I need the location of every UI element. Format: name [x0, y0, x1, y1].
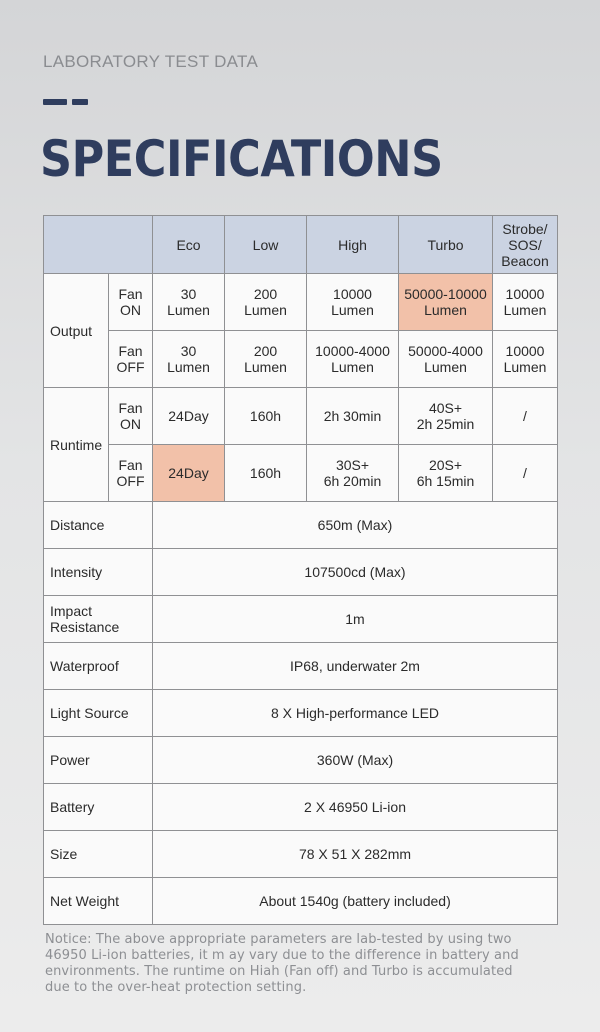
spec-value: 8 X High-performance LED — [153, 690, 558, 737]
subtitle: LABORATORY TEST DATA — [43, 52, 259, 71]
fan-label-text: Fan OFF — [116, 343, 145, 375]
spec-value: 78 X 51 X 282mm — [153, 831, 558, 878]
runtime-fan-on-row — [44, 388, 558, 445]
notice-text — [45, 932, 565, 996]
spec-row-power — [44, 737, 558, 784]
spec-row-net-weight — [44, 878, 558, 925]
spec-value: 650m (Max) — [153, 502, 558, 549]
value-cell — [225, 445, 307, 502]
value-text: / — [523, 465, 527, 481]
spec-label — [44, 596, 153, 643]
value-cell — [153, 331, 225, 388]
value-cell — [493, 388, 558, 445]
value-cell — [225, 331, 307, 388]
value-cell-highlighted — [399, 274, 493, 331]
value-cell — [399, 445, 493, 502]
column-header: High — [307, 216, 399, 274]
value-text: 10000 Lumen — [331, 286, 374, 318]
spec-row-battery — [44, 784, 558, 831]
value-text: 24Day — [168, 465, 209, 481]
header-row — [44, 216, 558, 274]
spec-label: Intensity — [44, 549, 153, 596]
spec-value: 107500cd (Max) — [153, 549, 558, 596]
value-text: 10000 Lumen — [503, 286, 547, 318]
fan-label — [109, 331, 153, 388]
spec-label: Net Weight — [44, 878, 153, 925]
value-text: 20S+ 6h 15min — [416, 457, 475, 489]
fan-label — [109, 445, 153, 502]
value-cell — [225, 274, 307, 331]
value-cell — [225, 388, 307, 445]
output-fan-on-row — [44, 274, 558, 331]
value-cell — [399, 388, 493, 445]
value-text: 160h — [249, 408, 282, 424]
spec-value: 2 X 46950 Li-ion — [153, 784, 558, 831]
value-text: 30 Lumen — [167, 286, 210, 318]
value-text: 50000-10000 Lumen — [404, 286, 487, 318]
notice-line: due to the over-heat protection setting. — [45, 980, 307, 995]
value-text: 30S+ 6h 20min — [323, 457, 382, 489]
value-text: 30 Lumen — [167, 343, 210, 375]
value-cell-highlighted — [153, 445, 225, 502]
spec-label: Power — [44, 737, 153, 784]
accent-dash-long — [43, 99, 67, 105]
spec-label: Size — [44, 831, 153, 878]
value-cell — [153, 388, 225, 445]
value-cell — [307, 445, 399, 502]
notice-line: 46950 Li-ion batteries, it m ay vary due to the difference in battery and — [45, 948, 519, 963]
spec-value: 1m — [153, 596, 558, 643]
spec-row-impact-resistance — [44, 596, 558, 643]
column-header-text: Strobe/ SOS/ Beacon — [501, 220, 549, 269]
accent-dash-short — [72, 99, 88, 105]
value-text: 10000 Lumen — [503, 343, 547, 375]
spec-row-light-source — [44, 690, 558, 737]
output-fan-off-row — [44, 331, 558, 388]
spec-value: 360W (Max) — [153, 737, 558, 784]
spec-row-intensity — [44, 549, 558, 596]
value-text: 200 Lumen — [244, 343, 287, 375]
notice-line: Notice: The above appropriate parameters are lab-tested by using two — [45, 932, 512, 947]
spec-value: About 1540g (battery included) — [153, 878, 558, 925]
spec-label: Distance — [44, 502, 153, 549]
corner-cell — [44, 216, 153, 274]
notice-line: environments. The runtime on Hiah (Fan off) and Turbo is accumulated — [45, 964, 513, 979]
fan-label-text: Fan ON — [118, 286, 143, 318]
fan-label — [109, 388, 153, 445]
value-cell — [307, 331, 399, 388]
value-text: 200 Lumen — [244, 286, 287, 318]
value-text: 40S+ 2h 25min — [416, 400, 475, 432]
spec-label: Light Source — [44, 690, 153, 737]
value-cell — [307, 274, 399, 331]
column-header: Low — [225, 216, 307, 274]
runtime-fan-off-row — [44, 445, 558, 502]
spec-value: IP68, underwater 2m — [153, 643, 558, 690]
spec-label-text: Impact Resistance — [50, 603, 120, 635]
spec-label: Waterproof — [44, 643, 153, 690]
spec-label: Battery — [44, 784, 153, 831]
spec-row-distance — [44, 502, 558, 549]
value-cell — [399, 331, 493, 388]
column-header: Turbo — [399, 216, 493, 274]
value-text: 160h — [249, 465, 282, 481]
fan-label-text: Fan OFF — [116, 457, 145, 489]
column-header — [493, 216, 558, 274]
value-cell — [493, 331, 558, 388]
value-cell — [307, 388, 399, 445]
runtime-label: Runtime — [44, 388, 109, 502]
value-cell — [493, 445, 558, 502]
output-label: Output — [44, 274, 109, 388]
spec-table — [43, 215, 558, 925]
value-text: 50000-4000 Lumen — [408, 343, 483, 375]
value-cell — [493, 274, 558, 331]
spec-row-size — [44, 831, 558, 878]
spec-row-waterproof — [44, 643, 558, 690]
column-header: Eco — [153, 216, 225, 274]
value-text: 24Day — [168, 408, 209, 424]
fan-label-text: Fan ON — [118, 400, 143, 432]
value-text: 10000-4000 Lumen — [315, 343, 390, 375]
fan-label — [109, 274, 153, 331]
value-cell — [153, 274, 225, 331]
page-title: SPECIFICATIONS — [40, 130, 443, 188]
value-text: 2h 30min — [323, 408, 382, 424]
value-text: / — [523, 408, 527, 424]
